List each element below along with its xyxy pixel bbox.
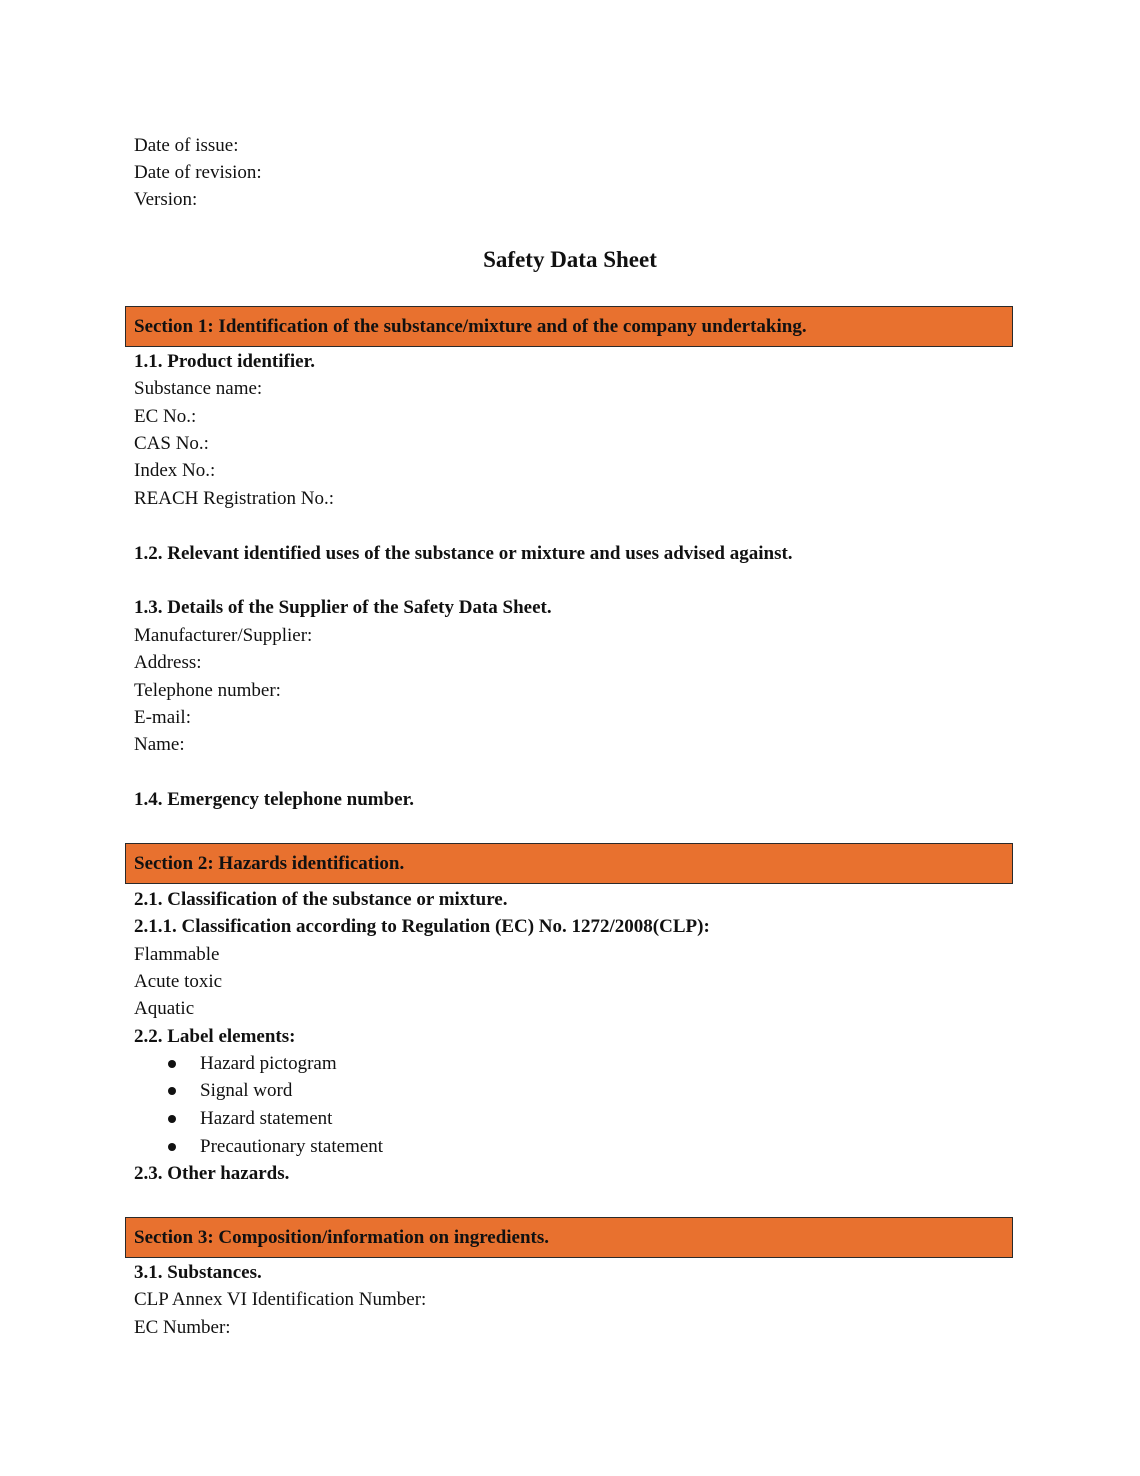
ec-no-label: EC No.: [134,406,197,427]
subsection-2-1-1-heading: 2.1.1. Classification according to Regulation (EC) No. 1272/2008(CLP): [134,916,710,937]
document-title: Safety Data Sheet [483,247,657,272]
telephone-number-label: Telephone number: [134,680,281,701]
cas-no-label: CAS No.: [134,433,209,454]
subsection-1-1-heading: 1.1. Product identifier. [134,351,316,372]
classification-item: Aquatic [134,998,195,1019]
bullet-icon [168,1087,176,1095]
bullet-icon [168,1115,176,1123]
name-label: Name: [134,734,185,755]
subsection-3-1-heading: 3.1. Substances. [134,1262,262,1283]
bullet-icon [168,1143,176,1151]
section-3-heading: Section 3: Composition/information on ingredients. [134,1227,550,1248]
section-2-heading: Section 2: Hazards identification. [134,853,405,874]
address-label: Address: [134,652,202,673]
subsection-2-3-heading: 2.3. Other hazards. [134,1163,290,1184]
version-label: Version: [134,189,198,210]
subsection-1-3-heading: 1.3. Details of the Supplier of the Safety Data Sheet. [134,597,552,618]
index-no-label: Index No.: [134,460,216,481]
clp-annex-label: CLP Annex VI Identification Number: [134,1289,427,1310]
label-element-text: Precautionary statement [200,1136,384,1157]
label-element-text: Hazard statement [200,1108,333,1129]
bullet-icon [168,1060,176,1068]
section-1-header [125,306,1013,347]
classification-item: Flammable [134,944,220,965]
manufacturer-supplier-label: Manufacturer/Supplier: [134,625,313,646]
section-2-header [125,843,1013,884]
label-element-text: Hazard pictogram [200,1053,337,1074]
date-of-revision-label: Date of revision: [134,162,262,183]
label-element-text: Signal word [200,1080,293,1101]
classification-item: Acute toxic [134,971,223,992]
reach-registration-label: REACH Registration No.: [134,488,335,509]
section-1-heading: Section 1: Identification of the substance/mixture and of the company undertaking. [134,316,807,337]
ec-number-label: EC Number: [134,1317,231,1338]
subsection-1-4-heading: 1.4. Emergency telephone number. [134,789,415,810]
subsection-2-2-heading: 2.2. Label elements: [134,1026,296,1047]
section-3-header [125,1217,1013,1258]
subsection-2-1-heading: 2.1. Classification of the substance or mixture. [134,889,508,910]
email-label: E-mail: [134,707,191,728]
substance-name-label: Substance name: [134,378,263,399]
subsection-1-2-heading: 1.2. Relevant identified uses of the substance or mixture and uses advised against. [134,543,793,564]
date-of-issue-label: Date of issue: [134,135,239,156]
